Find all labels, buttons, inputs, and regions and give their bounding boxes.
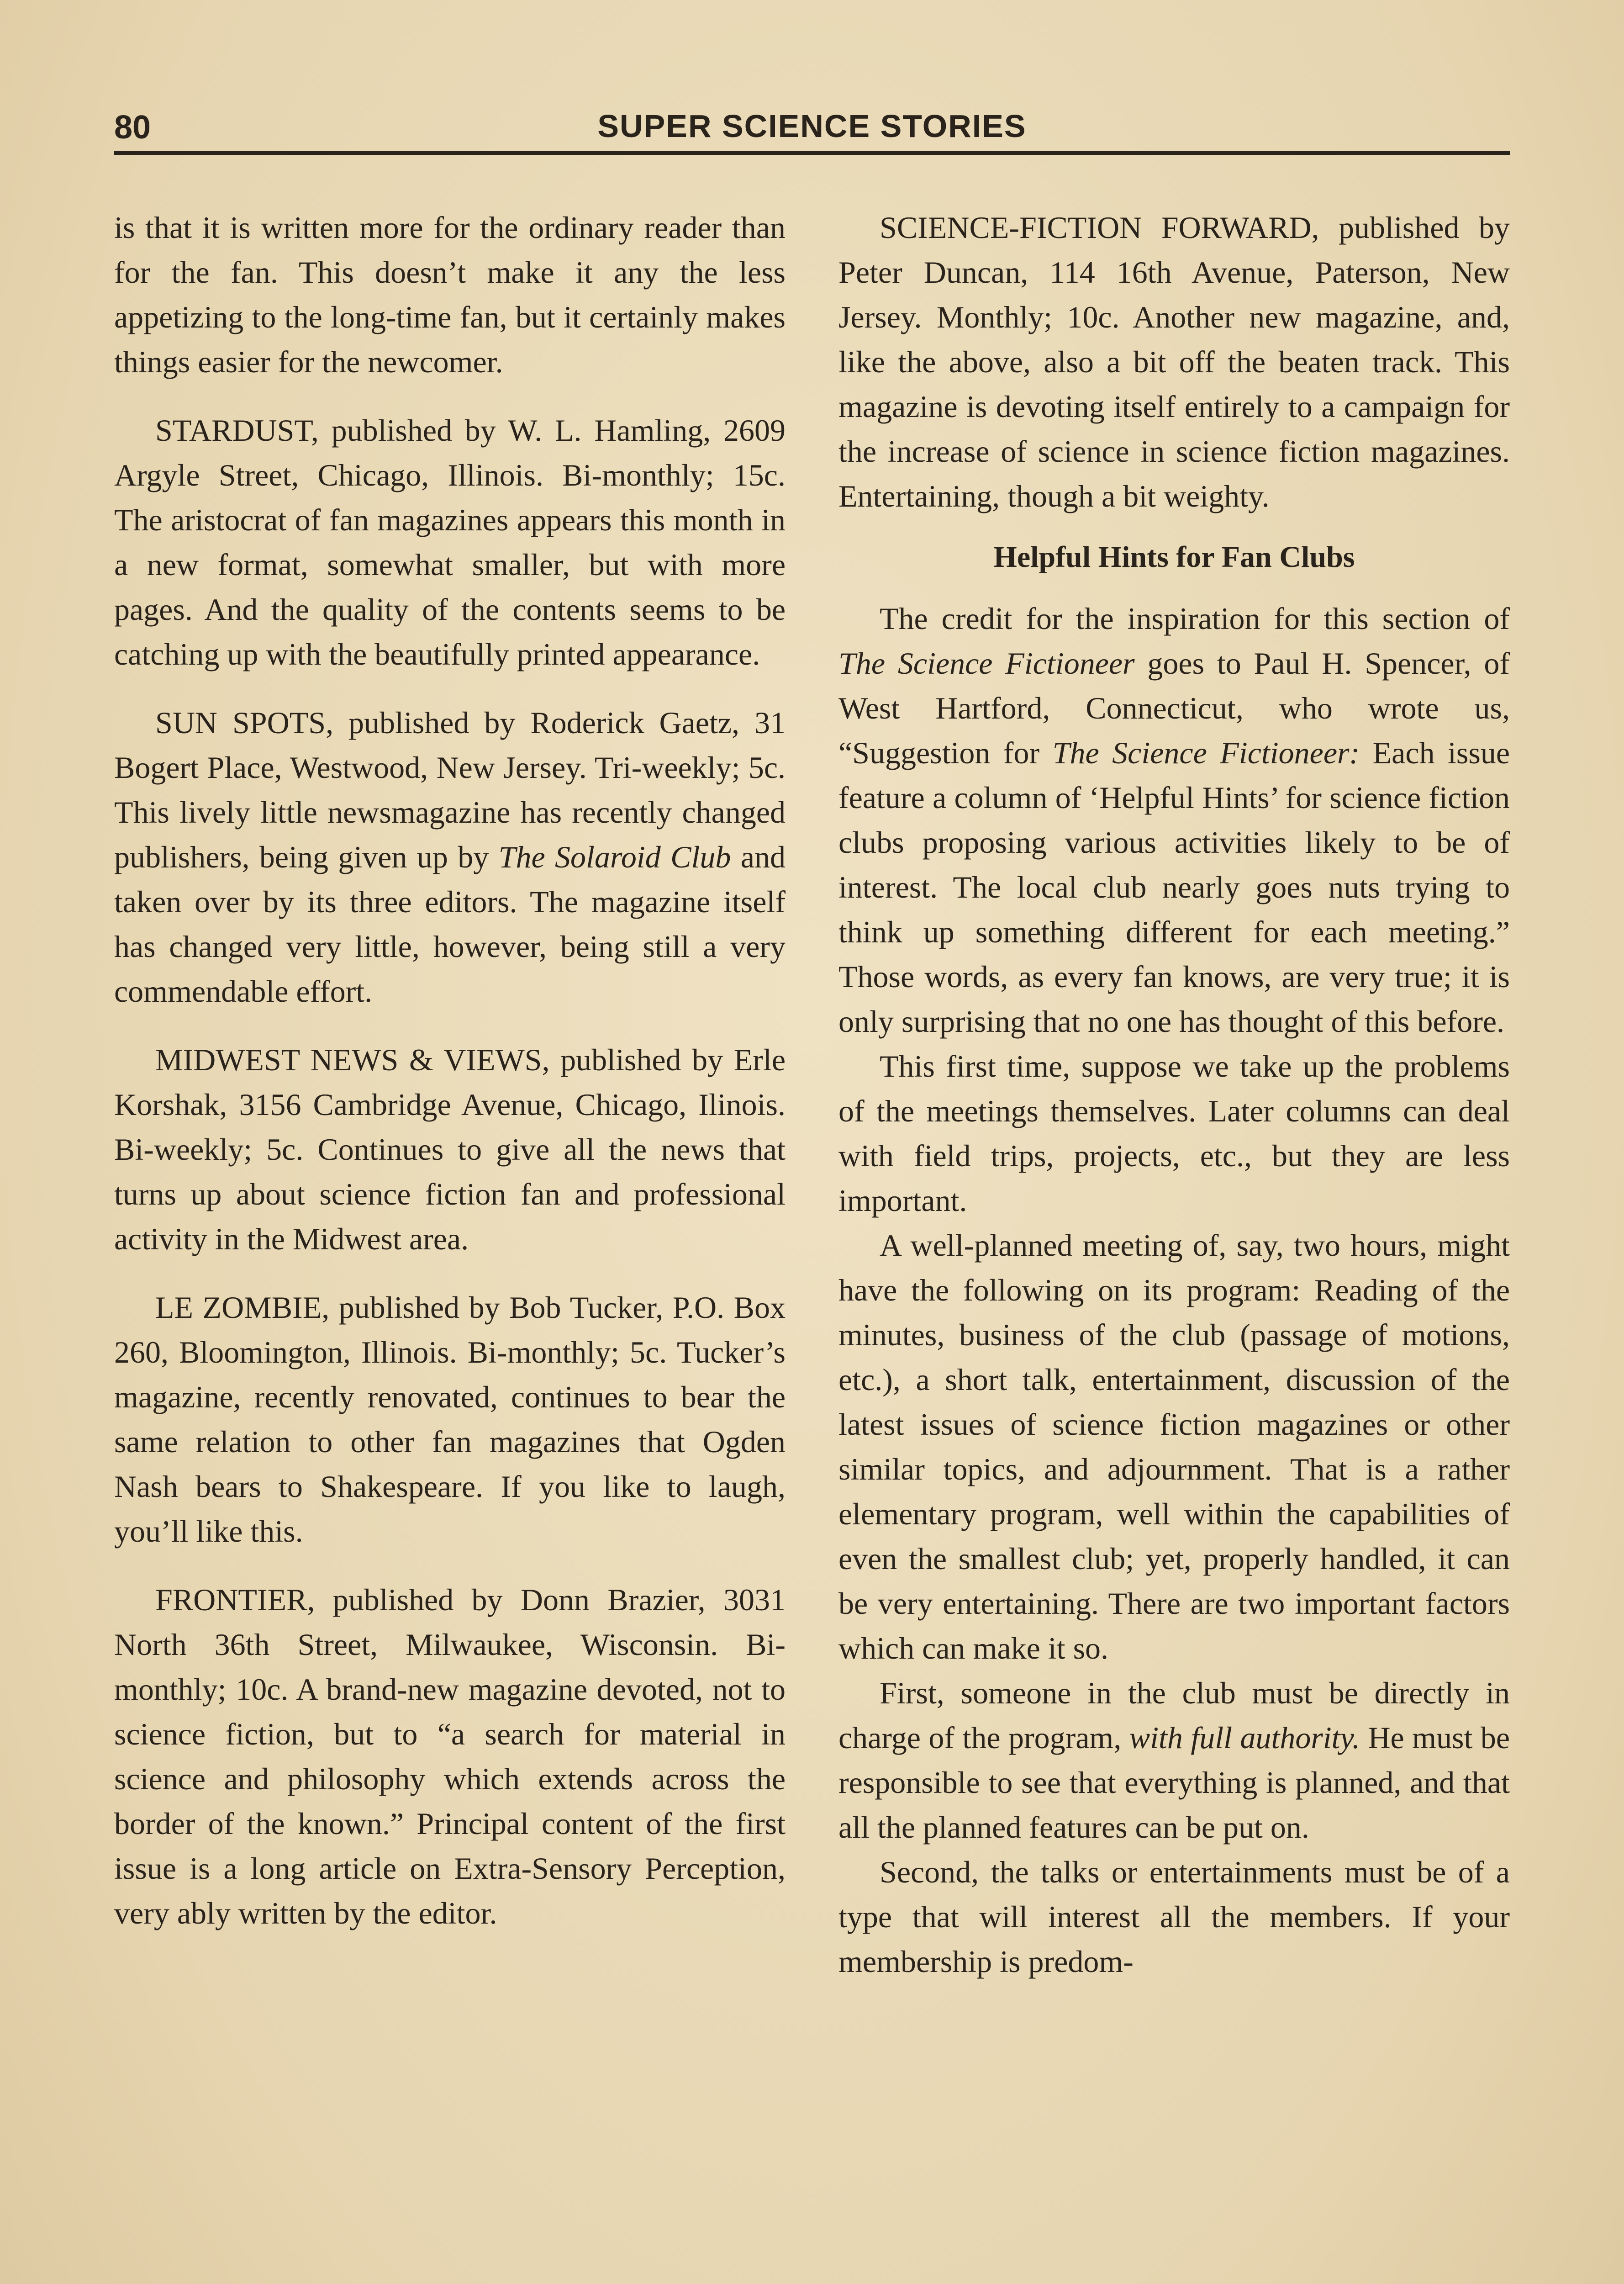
page-header (114, 100, 1510, 155)
paragraph-stardust: STARDUST, published by W. L. Hamling, 2609 Argyle Street, Chicago, Illinois. Bi-monthly; 15c. The aristocrat of fan magazines appears this month in a new format, somewhat smaller, but with more pages. And the quality of the contents seems to be catching up with the beautifully printed appearance. (114, 413, 786, 671)
paragraph-frontier: FRONTIER, published by Donn Brazier, 3031 North 36th Street, Milwaukee, Wisconsin. Bi-monthly; 10c. A brand-new magazine devoted, not to science fiction, but to “a search for material in science and philosophy which extends across the border of the known.” Principal content of the first issue is a long article on Extra-Sensory Perception, very ably written by the editor. (114, 1582, 786, 1930)
paragraph-first-factor: First, someone in the club must be directly in charge of the program, with full authority. He must be responsible to see that everything is planned, and that all the planned features can be put on. (838, 1676, 1510, 1845)
emphasis-italic: with full authority. (1129, 1720, 1360, 1755)
paragraph-sf-forward: SCIENCE-FICTION FORWARD, published by Peter Duncan, 114 16th Avenue, Paterson, New Jersey. Monthly; 10c. Another new magazine, and, like the above, also a bit off the beaten track. This magazine is devoting itself entirely to a campaign for the increase of science in science fiction magazines. Entertaining, though a bit weighty. (838, 210, 1510, 513)
paragraph-meeting-program: A well-planned meeting of, say, two hours, might have the following on its program: Reading of the minutes, business of the club (passage of motions, etc.), a short talk, entertainment, discussion of the latest issues of science fiction magazines or other similar topics, and adjournment. That is a rather elementary program, well within the capabilities of even the smallest club; yet, properly handled, it can be very entertaining. There are two important factors which can make it so. (838, 1228, 1510, 1665)
magazine-title-italic: The Science Fictioneer: (1052, 735, 1360, 770)
left-column (114, 205, 786, 1984)
paragraph-le-zombie: LE ZOMBIE, published by Bob Tucker, P.O. Box 260, Bloomington, Illinois. Bi-monthly; 5c. Tucker’s magazine, recently renovated, continues to bear the same relation to other fan magazines that Ogden Nash bears to Shakespeare. If you like to laugh, you’ll like this. (114, 1290, 786, 1549)
right-column (838, 205, 1510, 1984)
page-number: 80 (114, 109, 151, 146)
club-name-italic: The Solaroid Club (498, 840, 731, 874)
section-heading: Helpful Hints for Fan Clubs (993, 540, 1355, 574)
paragraph: is that it is written more for the ordinary reader than for the fan. This doesn’t make it any the less appetizing to the long-time fan, but it certainly makes things easier for the newcomer. (114, 210, 786, 379)
paragraph-midwest-news: MIDWEST NEWS & VIEWS, published by Erle Korshak, 3156 Cambridge Avenue, Chicago, Ilinois. Bi-weekly; 5c. Continues to give all the news that turns up about science fiction fan and professional activity in the Midwest area. (114, 1042, 786, 1256)
paragraph-credit: The credit for the inspiration for this section of The Science Fictioneer goes to Paul H. Spencer, of West Hartford, Connecticut, who wrote us, “Suggestion for The Science Fictioneer: Each issue feature a column of ‘Helpful Hints’ for science fiction clubs proposing various activities likely to be of interest. The local club nearly goes nuts trying to think up something different for each meeting.” Those words, as every fan knows, are very true; it is only surprising that no one has thought of this before. (838, 601, 1510, 1039)
text-columns (114, 205, 1510, 1984)
paragraph-sun-spots: SUN SPOTS, published by Roderick Gaetz, 31 Bogert Place, Westwood, New Jersey. Tri-weekly; 5c. This lively little newsmagazine has recently changed publishers, being given up by The Solaroid Club and taken over by its three editors. The magazine itself has changed very little, however, being still a very commendable effort. (114, 705, 786, 1009)
paragraph-second-factor: Second, the talks or entertainments must be of a type that will interest all the members. If your membership is predom- (838, 1855, 1510, 1979)
magazine-title-italic: The Science Fictioneer (838, 646, 1135, 681)
running-head: SUPER SCIENCE STORIES (597, 108, 1027, 144)
paragraph-first-time: This first time, suppose we take up the problems of the meetings themselves. Later columns can deal with field trips, projects, etc., but they are less important. (838, 1049, 1510, 1218)
